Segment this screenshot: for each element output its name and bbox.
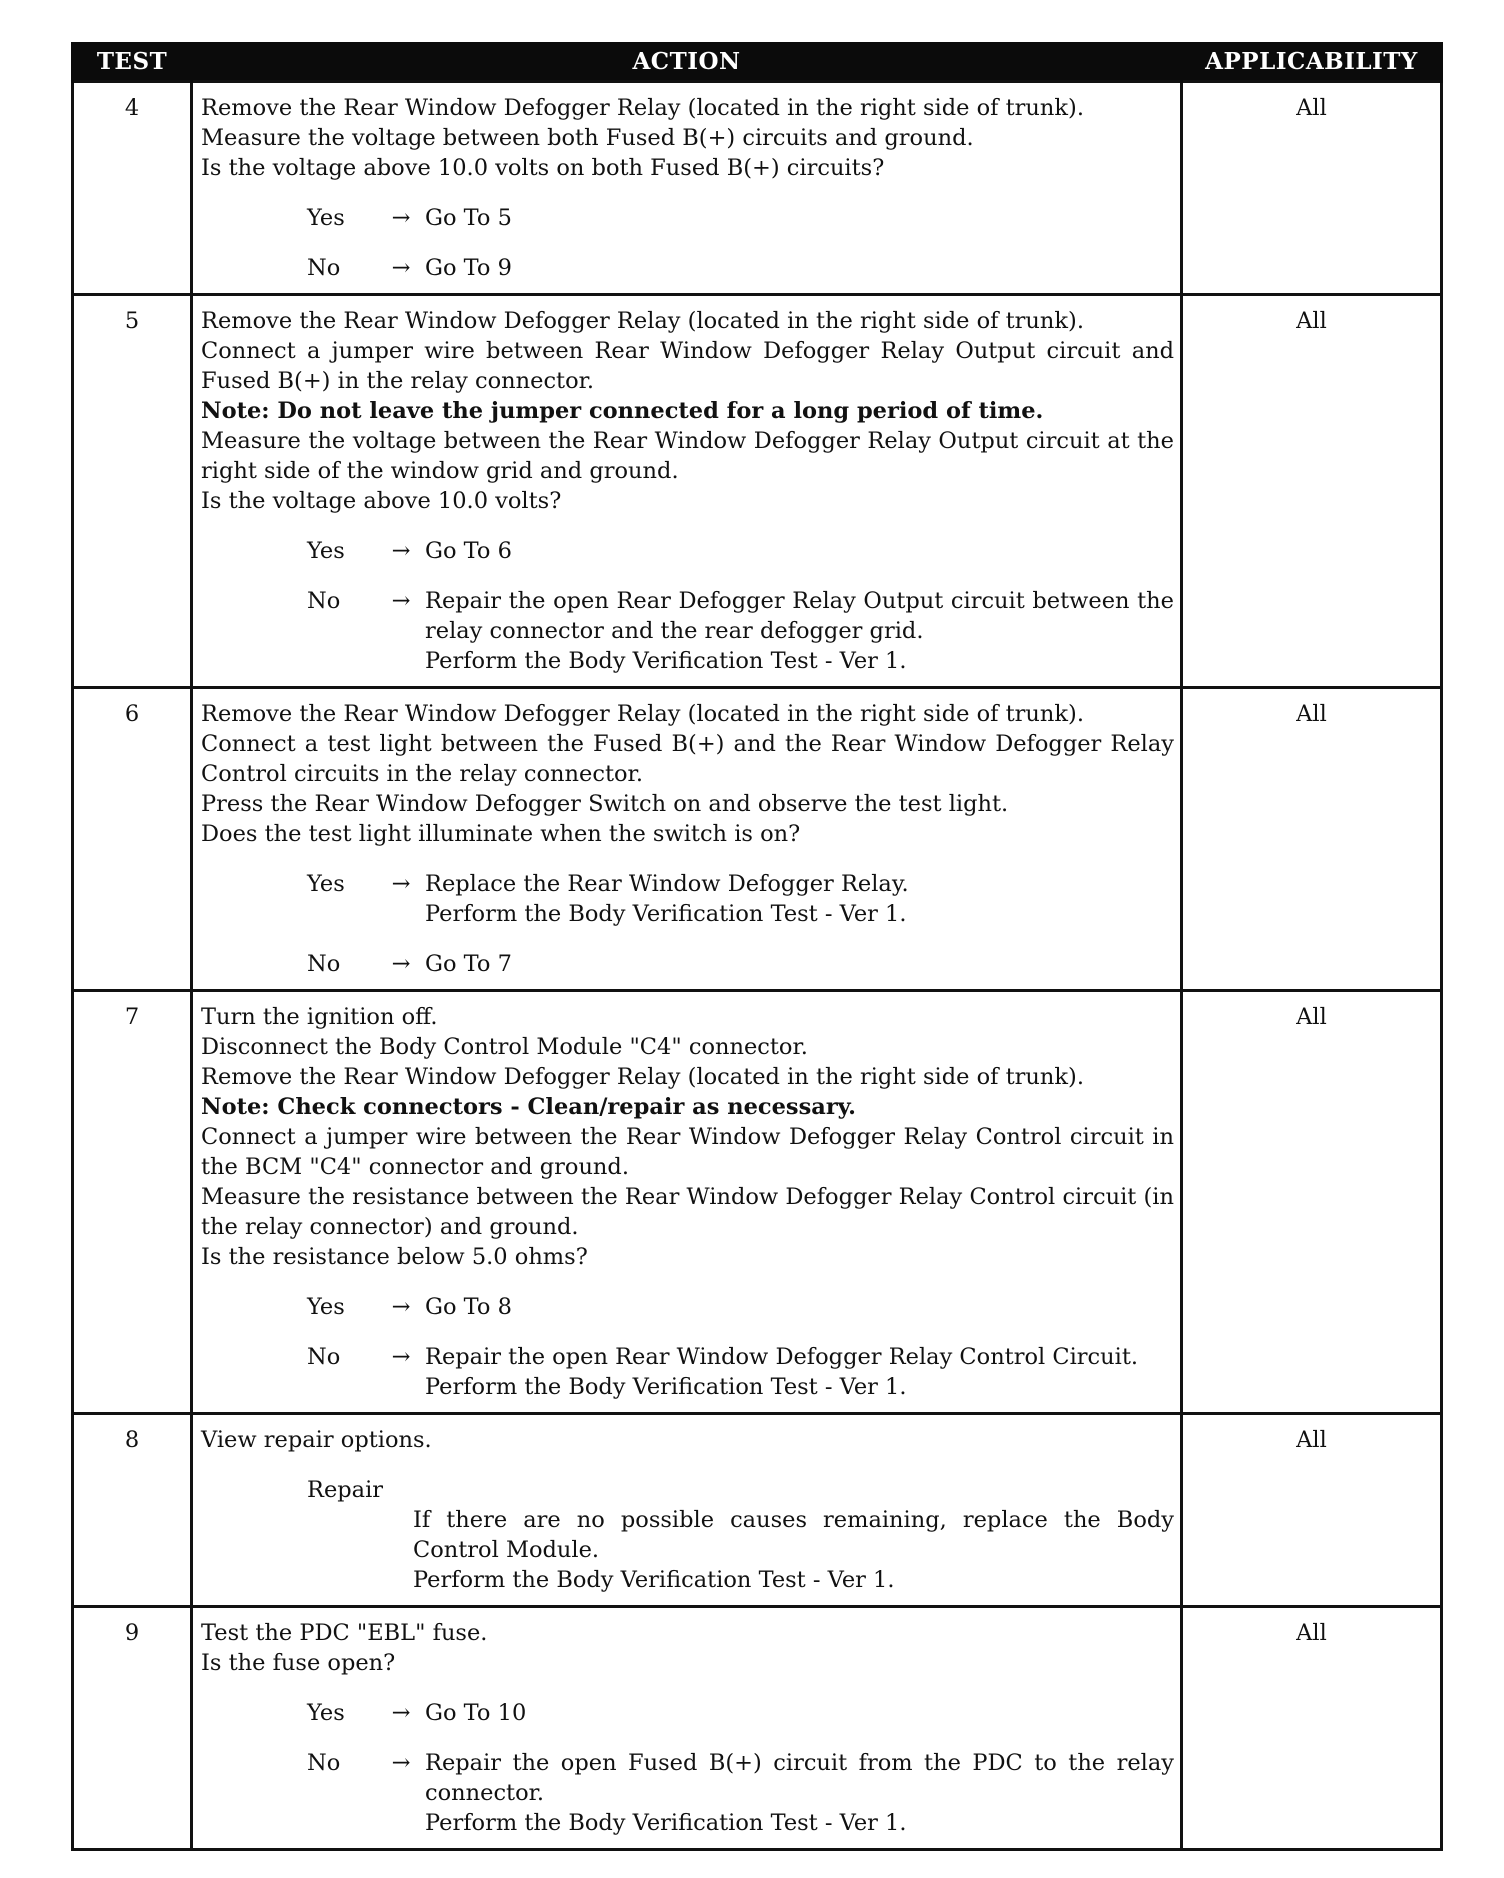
arrow-icon: →: [391, 1344, 411, 1370]
no-label: No: [307, 1750, 341, 1776]
step: Does the test light illuminate when the switch is on?: [201, 821, 801, 847]
table-header-row: [73, 42, 1442, 82]
applicability-cell: All: [1182, 295, 1442, 688]
step: Connect a jumper wire between Rear Window Defogger Relay Output circuit and Fused B(+) in the relay connector.: [201, 338, 1174, 394]
no-label: No: [307, 951, 341, 977]
branch-text: Repair the open Rear Defogger Relay Output circuit between the relay connector and the rear defogger grid.: [425, 588, 1174, 644]
table-row: [73, 688, 1442, 991]
no-branch: [201, 253, 1174, 283]
branch-text: Go To 7: [425, 951, 512, 977]
no-branch: [201, 1342, 1174, 1402]
branch-text: Replace the Rear Window Defogger Relay.: [425, 871, 909, 897]
arrow-icon: →: [391, 1700, 411, 1726]
step: Is the resistance below 5.0 ohms?: [201, 1244, 588, 1270]
step: Test the PDC "EBL" fuse.: [201, 1620, 488, 1646]
no-branch: [201, 586, 1174, 676]
table-row: [73, 295, 1442, 688]
repair-label: Repair: [307, 1477, 384, 1503]
step: View repair options.: [201, 1427, 432, 1453]
branch-text: Perform the Body Verification Test - Ver 1.: [425, 1374, 907, 1400]
diagnostic-test-table: [71, 42, 1440, 1851]
repair-text: If there are no possible causes remaining, replace the Body Control Module.: [413, 1507, 1174, 1563]
step: Turn the ignition off.: [201, 1004, 438, 1030]
step: Remove the Rear Window Defogger Relay (located in the right side of trunk).: [201, 95, 1084, 121]
step: Measure the resistance between the Rear Window Defogger Relay Control circuit (in the relay connector) and ground.: [201, 1184, 1174, 1240]
yes-label: Yes: [307, 538, 345, 564]
step: Remove the Rear Window Defogger Relay (located in the right side of trunk).: [201, 1064, 1084, 1090]
applicability-cell: All: [1182, 688, 1442, 991]
yes-branch: [201, 1698, 1174, 1728]
arrow-icon: →: [391, 205, 411, 231]
arrow-icon: →: [391, 588, 411, 614]
test-number: 4: [73, 82, 192, 295]
branch-text: Perform the Body Verification Test - Ver 1.: [425, 648, 907, 674]
header-applicability: APPLICABILITY: [1182, 42, 1442, 82]
arrow-icon: →: [391, 951, 411, 977]
branch-text: Repair the open Rear Window Defogger Relay Control Circuit.: [425, 1344, 1139, 1370]
note: Note: Check connectors - Clean/repair as necessary.: [201, 1094, 856, 1120]
action-cell: [192, 295, 1182, 688]
header-action: ACTION: [192, 42, 1182, 82]
repair-option: [201, 1475, 1174, 1595]
action-cell: [192, 1607, 1182, 1850]
header-test: TEST: [73, 42, 192, 82]
step: Is the fuse open?: [201, 1650, 396, 1676]
branch-text: Perform the Body Verification Test - Ver 1.: [425, 901, 907, 927]
arrow-icon: →: [391, 1750, 411, 1776]
step: Remove the Rear Window Defogger Relay (located in the right side of trunk).: [201, 701, 1084, 727]
step: Is the voltage above 10.0 volts on both Fused B(+) circuits?: [201, 155, 885, 181]
table-row: [73, 82, 1442, 295]
table-row: [73, 1414, 1442, 1607]
branch-text: Go To 9: [425, 255, 512, 281]
test-number: 5: [73, 295, 192, 688]
branch-text: Go To 6: [425, 538, 512, 564]
test-number: 7: [73, 991, 192, 1414]
arrow-icon: →: [391, 871, 411, 897]
no-label: No: [307, 255, 341, 281]
yes-branch: [201, 869, 1174, 929]
arrow-icon: →: [391, 538, 411, 564]
no-branch: [201, 949, 1174, 979]
no-branch: [201, 1748, 1174, 1838]
step: Is the voltage above 10.0 volts?: [201, 488, 562, 514]
action-cell: [192, 1414, 1182, 1607]
action-cell: [192, 82, 1182, 295]
yes-label: Yes: [307, 1294, 345, 1320]
repair-text: Perform the Body Verification Test - Ver 1.: [413, 1567, 895, 1593]
branch-text: Repair the open Fused B(+) circuit from the PDC to the relay connector.: [425, 1750, 1174, 1806]
step: Press the Rear Window Defogger Switch on and observe the test light.: [201, 791, 1009, 817]
applicability-cell: All: [1182, 1607, 1442, 1850]
applicability-cell: All: [1182, 991, 1442, 1414]
no-label: No: [307, 588, 341, 614]
yes-branch: [201, 536, 1174, 566]
step: Disconnect the Body Control Module "C4" connector.: [201, 1034, 808, 1060]
branch-text: Go To 8: [425, 1294, 512, 1320]
arrow-icon: →: [391, 1294, 411, 1320]
test-number: 9: [73, 1607, 192, 1850]
action-cell: [192, 688, 1182, 991]
yes-branch: [201, 203, 1174, 233]
yes-label: Yes: [307, 871, 345, 897]
branch-text: Perform the Body Verification Test - Ver 1.: [425, 1810, 907, 1836]
applicability-cell: All: [1182, 1414, 1442, 1607]
step: Connect a test light between the Fused B(+) and the Rear Window Defogger Relay Control circuits in the relay connector.: [201, 731, 1174, 787]
note: Note: Do not leave the jumper connected for a long period of time.: [201, 398, 1044, 424]
yes-label: Yes: [307, 205, 345, 231]
branch-text: Go To 10: [425, 1700, 527, 1726]
step: Measure the voltage between the Rear Window Defogger Relay Output circuit at the right side of the window grid and ground.: [201, 428, 1174, 484]
table-row: [73, 991, 1442, 1414]
step: Measure the voltage between both Fused B(+) circuits and ground.: [201, 125, 974, 151]
applicability-cell: All: [1182, 82, 1442, 295]
yes-label: Yes: [307, 1700, 345, 1726]
action-cell: [192, 991, 1182, 1414]
step: Remove the Rear Window Defogger Relay (located in the right side of trunk).: [201, 308, 1084, 334]
yes-branch: [201, 1292, 1174, 1322]
step: Connect a jumper wire between the Rear Window Defogger Relay Control circuit in the BCM "C4" connector and ground.: [201, 1124, 1174, 1180]
test-number: 8: [73, 1414, 192, 1607]
branch-text: Go To 5: [425, 205, 512, 231]
arrow-icon: →: [391, 255, 411, 281]
test-number: 6: [73, 688, 192, 991]
no-label: No: [307, 1344, 341, 1370]
table-row: [73, 1607, 1442, 1850]
